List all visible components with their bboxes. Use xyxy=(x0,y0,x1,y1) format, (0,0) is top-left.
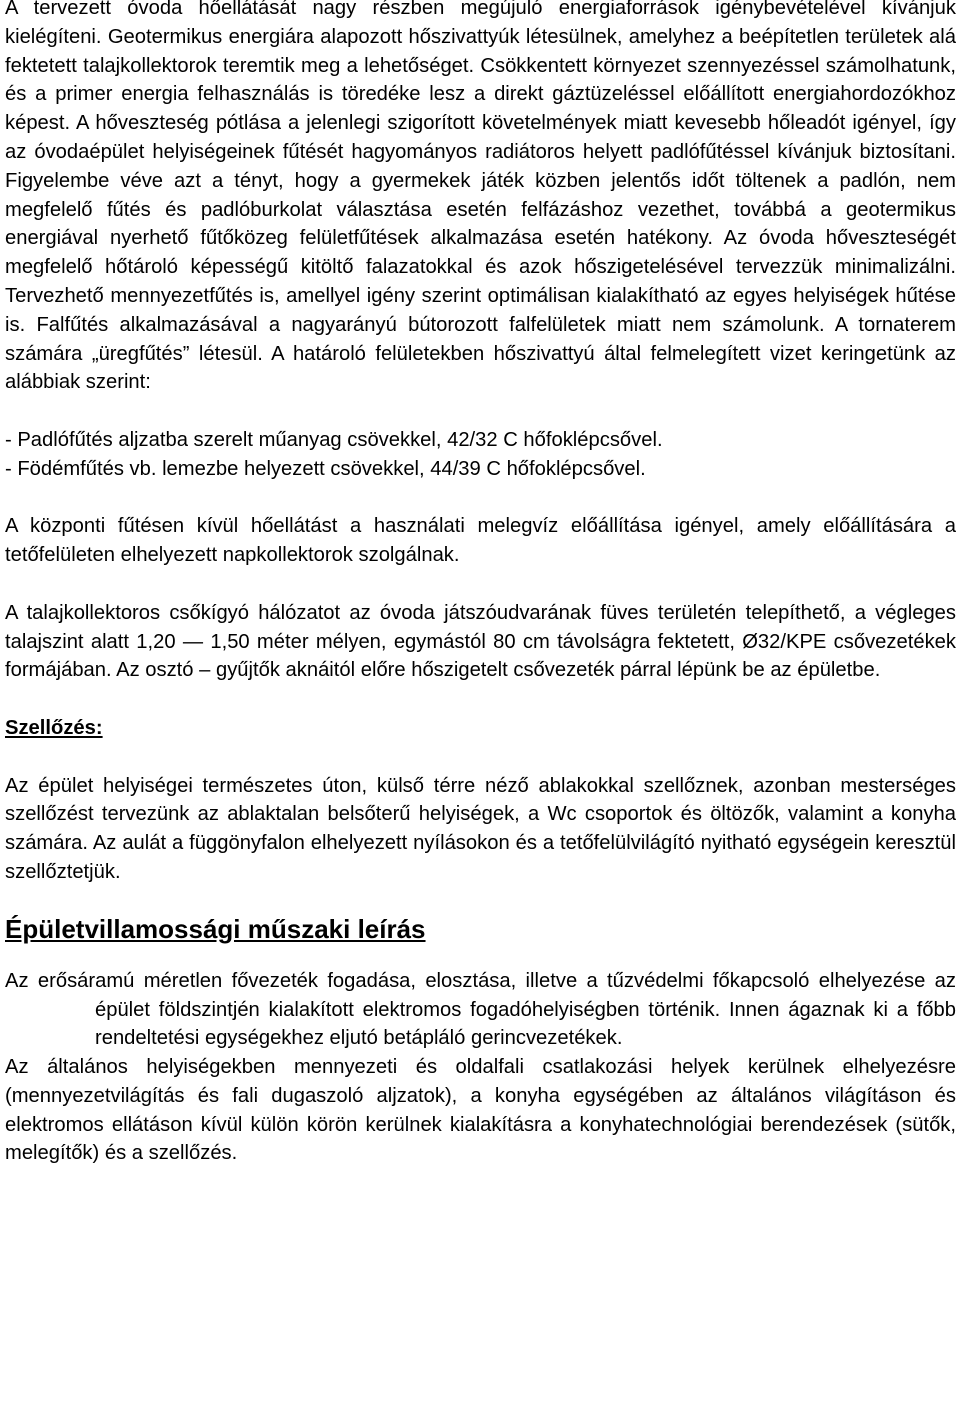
spacer xyxy=(5,484,956,513)
document-page xyxy=(5,0,956,1168)
spacer xyxy=(5,397,956,426)
energy-paragraph-2: A központi fűtésen kívül hőellátást a használati melegvíz előállítása igényel, amely előállítására a tetőfelületen elhelyezett napkollektorok szolgálnak. xyxy=(5,515,956,567)
electrical-paragraph-1: Az erősáramú méretlen fővezeték fogadása, elosztása, illetve a tűzvédelmi főkapcsoló elhelyezése az épület földszintjén kialakított elektromos fogadóhelyiségben történik. Innen ágaznak ki a főbb rendeltetési egységekhez eljutó betápláló gerincvezetékek. xyxy=(5,969,956,1050)
spacer xyxy=(5,743,956,772)
spacer xyxy=(5,685,956,714)
ventilation-paragraph: Az épület helyiségei természetes úton, külső térre néző ablakokkal szellőznek, azonban mesterséges szellőzést tervezünk az ablaktalan belsőterű helyiségek, a Wc csoportok és öltözők, valamint a konyha számára. Az aulát a függönyfalon elhelyezett nyílásokon és a tetőfelülvilágító nyitható egységein keresztül szellőztetjük. xyxy=(5,774,956,883)
spacer xyxy=(5,570,956,599)
list-item-floor-heating: - Padlófűtés aljzatba szerelt műanyag csövekkel, 42/32 C hőfoklépcsővel. xyxy=(5,428,663,451)
energy-paragraph-1: A tervezett óvoda hőellátását nagy részben megújuló energiaforrások igénybevételével kívánjuk kielégíteni. Geotermikus energiára alapozott hőszivattyúk létesülnek, amelyhez a beépítetlen területek alá fektetett talajkollektorok teremtik meg a lehetőséget. Csökkentett környezet szennyezéssel számolhatunk, és a primer energia felhasználás is töredéke lesz a direkt gáztüzeléssel előállított energiahordozókhoz képest. A hőveszteség pótlása a jelenlegi szigorított követelmények miatt kevesebb hőleadót igényel, így az óvodaépület helyiségeinek fűtését hagyományos radiátoros helyett padlófűtéssel kívánjuk biztosítani. Figyelembe véve azt a tényt, hogy a gyermekek játék közben jelentős időt töltenek a padlón, nem megfelelő fűtés és padlóburkolat választása esetén felfázáshoz vezethet, továbbá a geotermikus energiával nyerhető fűtőközeg felületfűtések alkalmazása esetén hatékony. Az óvoda hőveszteségét megfelelő hőtároló képességű kitöltő falazatokkal és azok hőszigetelésével tervezzük minimalizálni. Tervezhető mennyezetfűtés is, amellyel igény szerint optimálisan kialakítható az egyes helyiségek hűtése is. Falfűtés alkalmazásával a nagyarányú bútorozott falfelületek miatt nem számolunk. A tornaterem számára „üregfűtés” létesül. A határoló felületekben hőszivattyú által felmelegített vizet keringetünk az alábbiak szerint: xyxy=(5,0,956,394)
list-item-ceiling-heating: - Födémfűtés vb. lemezbe helyezett csövekkel, 44/39 C hőfoklépcsővel. xyxy=(5,457,646,480)
electrical-heading: Épületvillamossági műszaki leírás xyxy=(5,913,426,944)
spacer xyxy=(5,947,956,967)
electrical-paragraph-2: Az általános helyiségekben mennyezeti és oldalfali csatlakozási helyek kerülnek elhelyezésre (mennyezetvilágítás és fali dugaszoló aljzatok), a konyha egységében az általános világításon és elektromos ellátáson kívül külön körön kerülnek kialakításra a konyhatechnológiai berendezések (sütők, melegítők) és a szellőzés. xyxy=(5,1056,956,1165)
spacer xyxy=(5,887,956,911)
ventilation-heading: Szellőzés: xyxy=(5,716,103,739)
energy-paragraph-3: A talajkollektoros csőkígyó hálózatot az óvoda játszóudvarának füves területén telepíthető, a végleges talajszint alatt 1,20 — 1,50 méter mélyen, egymástól 80 cm távolságra fektetett, Ø32/KPE csővezetékek formájában. Az osztó – gyűjtők aknáitól előre hőszigetelt csővezeték párral lépünk be az épületbe. xyxy=(5,601,956,682)
